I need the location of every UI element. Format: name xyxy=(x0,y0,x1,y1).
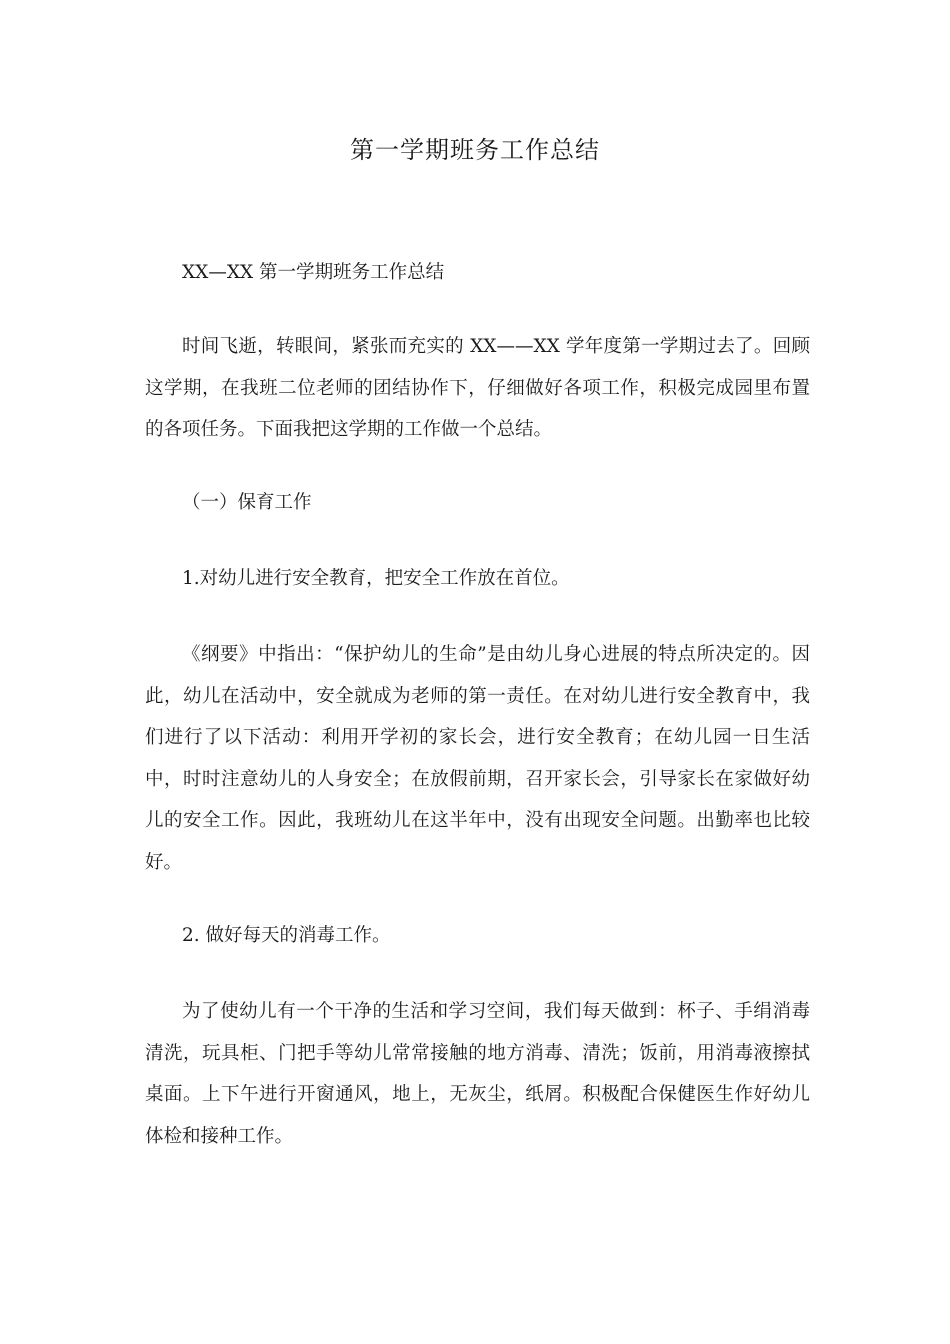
item-heading-safety: 1.对幼儿进行安全教育，把安全工作放在首位。 xyxy=(182,568,570,589)
paragraph-intro: 时间飞逝，转眼间，紧张而充实的 XX——XX 学年度第一学期过去了。回顾这学期，在我班二位老师的团结协作下，仔细做好各项工作，积极完成园里布置的各项任务。下面我把这学期的工作做一个总结。 xyxy=(145,336,810,440)
paragraph-safety: 《纲要》中指出：“保护幼儿的生命”是由幼儿身心进展的特点所决定的。因此，幼儿在活动中，安全就成为老师的第一责任。在对幼儿进行安全教育中，我们进行了以下活动：利用开学初的家长会，进行安全教育；在幼儿园一日生活中，时时注意幼儿的人身安全；在放假前期，召开家长会，引导家长在家做好幼儿的安全工作。因此，我班幼儿在这半年中，没有出现安全问题。出勤率也比较好。 xyxy=(145,644,810,873)
document-subtitle: XX—XX 第一学期班务工作总结 xyxy=(182,262,445,283)
item-heading-disinfection: 2. 做好每天的消毒工作。 xyxy=(182,925,391,946)
section-heading-care-work: （一）保育工作 xyxy=(182,492,312,513)
document-title: 第一学期班务工作总结 xyxy=(350,136,600,164)
paragraph-disinfection: 为了使幼儿有一个干净的生活和学习空间，我们每天做到：杯子、手绢消毒清洗，玩具柜、门把手等幼儿常常接触的地方消毒、清洗；饭前，用消毒液擦拭桌面。上下午进行开窗通风，地上，无灰尘，纸屑。积极配合保健医生作好幼儿体检和接种工作。 xyxy=(145,1001,810,1147)
